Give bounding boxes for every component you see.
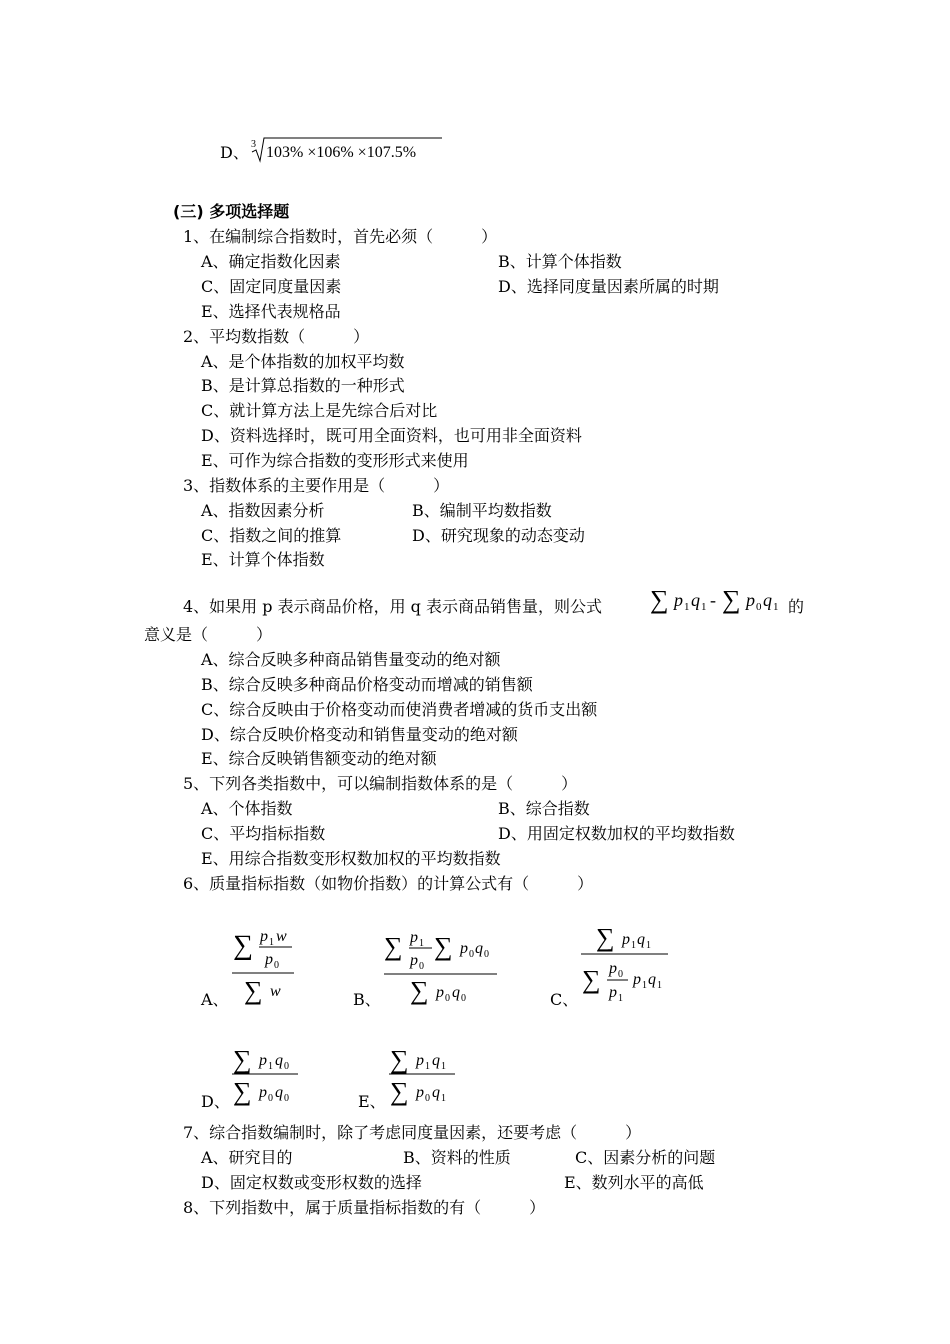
radical-sign [250, 136, 450, 164]
q3-option-d: D、研究现象的动态变动 [412, 526, 585, 545]
svg-text:∑: ∑ [390, 1045, 409, 1074]
svg-text:∑: ∑ [233, 930, 253, 961]
q3-stem: 3、指数体系的主要作用是（ ） [183, 476, 450, 495]
svg-text:1: 1 [618, 993, 623, 1004]
svg-text:∑: ∑ [410, 976, 429, 1005]
svg-text:q: q [648, 971, 656, 988]
svg-text:1: 1 [631, 940, 636, 951]
svg-text:1: 1 [657, 980, 662, 991]
svg-text:∑: ∑ [390, 1077, 409, 1106]
q6-stem: 6、质量指标指数（如物价指数）的计算公式有（ ） [183, 874, 594, 893]
q5-option-d: D、用固定权数加权的平均数指数 [498, 824, 735, 843]
q4-option-e: E、综合反映销售额变动的绝对额 [201, 749, 437, 768]
svg-text:∑: ∑ [434, 932, 453, 961]
svg-text:0: 0 [756, 601, 762, 613]
q5-option-c: C、平均指标指数 [201, 824, 326, 843]
q2-option-d: D、资料选择时，既可用全面资料，也可用非全面资料 [201, 426, 582, 445]
section-title: (三) 多项选择题 [173, 202, 290, 221]
svg-text:p: p [416, 1052, 424, 1069]
svg-text:∑: ∑ [233, 1077, 252, 1106]
svg-text:0: 0 [425, 1093, 430, 1104]
svg-text:p: p [436, 984, 444, 1001]
q8-stem: 8、下列指数中，属于质量指标指数的有（ ） [183, 1198, 546, 1217]
svg-text:p: p [609, 984, 617, 1001]
svg-text:∑: ∑ [650, 585, 669, 614]
svg-text:p: p [674, 590, 683, 610]
svg-text:∑: ∑ [244, 976, 263, 1005]
q1-option-c: C、固定同度量因素 [201, 277, 342, 296]
svg-text:p: p [259, 1052, 267, 1069]
svg-text:0: 0 [274, 960, 279, 971]
svg-text:0: 0 [461, 993, 466, 1004]
svg-text:w: w [276, 928, 287, 945]
q4-formula [650, 580, 785, 616]
q5-option-a: A、个体指数 [201, 799, 293, 818]
svg-text:p: p [410, 952, 418, 969]
svg-text:1: 1 [773, 601, 779, 613]
q7-option-d: D、固定权数或变形权数的选择 [201, 1173, 422, 1192]
svg-text:p: p [416, 1084, 424, 1101]
svg-text:0: 0 [445, 993, 450, 1004]
svg-text:1: 1 [419, 938, 424, 949]
svg-text:q: q [691, 590, 700, 610]
q2-option-e: E、可作为综合指数的变形形式来使用 [201, 451, 469, 470]
q6-formula-c [578, 920, 673, 1010]
formula-diff [650, 580, 785, 616]
q5-option-b: B、综合指数 [498, 799, 590, 818]
q7-option-a: A、研究目的 [201, 1148, 293, 1167]
q2-option-b: B、是计算总指数的一种形式 [201, 376, 405, 395]
q2-stem: 2、平均数指数（ ） [183, 327, 370, 346]
q6-formula-d [230, 1040, 305, 1106]
prev-option-d-label: D、 [220, 143, 249, 162]
svg-text:0: 0 [268, 1093, 273, 1104]
radicand: 103% ×106% ×107.5% [266, 144, 417, 161]
svg-text:1: 1 [646, 940, 651, 951]
svg-text:-: - [710, 590, 716, 610]
q4-option-c: C、综合反映由于价格变动而使消费者增减的货币支出额 [201, 700, 598, 719]
svg-text:1: 1 [441, 1061, 446, 1072]
q6-formula-a [230, 922, 300, 1008]
root-index: 3 [251, 139, 256, 150]
svg-text:p: p [260, 928, 268, 945]
svg-text:0: 0 [419, 961, 424, 972]
svg-text:∑: ∑ [384, 932, 403, 961]
svg-text:0: 0 [284, 1093, 289, 1104]
q3-option-e: E、计算个体指数 [201, 550, 325, 569]
q6-label-d: D、 [201, 1092, 230, 1111]
svg-text:q: q [432, 1052, 440, 1069]
q6-formula-e [387, 1040, 462, 1106]
svg-text:q: q [475, 940, 483, 957]
svg-text:q: q [275, 1052, 283, 1069]
q1-option-e: E、选择代表规格品 [201, 302, 341, 321]
svg-text:1: 1 [425, 1061, 430, 1072]
q3-option-b: B、编制平均数指数 [412, 501, 552, 520]
q1-stem: 1、在编制综合指数时，首先必须（ ） [183, 227, 498, 246]
svg-text:∑: ∑ [233, 1045, 252, 1074]
svg-text:w: w [270, 983, 281, 1000]
svg-text:1: 1 [441, 1093, 446, 1104]
svg-text:q: q [275, 1084, 283, 1101]
q4-stem-part2: 的 [788, 597, 805, 616]
q4-option-a: A、综合反映多种商品销售量变动的绝对额 [201, 650, 501, 669]
q4-option-b: B、综合反映多种商品价格变动而增减的销售额 [201, 675, 533, 694]
svg-text:p: p [622, 931, 630, 948]
svg-text:1: 1 [701, 601, 707, 613]
svg-text:p: p [410, 929, 418, 946]
svg-text:∑: ∑ [596, 923, 615, 952]
svg-text:p: p [746, 590, 755, 610]
q3-option-c: C、指数之间的推算 [201, 526, 342, 545]
svg-text:1: 1 [642, 980, 647, 991]
q6-label-c: C、 [550, 990, 579, 1009]
svg-text:p: p [460, 940, 468, 957]
q6-formula-b [382, 925, 502, 1007]
svg-text:0: 0 [484, 949, 489, 960]
svg-text:∑: ∑ [722, 585, 741, 614]
svg-text:0: 0 [618, 969, 623, 980]
svg-text:p: p [259, 1084, 267, 1101]
q7-stem: 7、综合指数编制时，除了考虑同度量因素，还要考虑（ ） [183, 1123, 642, 1142]
svg-text:1: 1 [268, 1061, 273, 1072]
svg-text:1: 1 [684, 601, 690, 613]
svg-text:p: p [265, 951, 273, 968]
svg-text:0: 0 [469, 949, 474, 960]
q1-option-b: B、计算个体指数 [498, 252, 622, 271]
svg-text:q: q [763, 590, 772, 610]
q5-stem: 5、下列各类指数中，可以编制指数体系的是（ ） [183, 774, 578, 793]
q6-label-a: A、 [201, 990, 229, 1009]
q7-option-c: C、因素分析的问题 [575, 1148, 716, 1167]
svg-text:p: p [633, 971, 641, 988]
svg-text:q: q [432, 1084, 440, 1101]
q4-stem-part1: 4、如果用 p 表示商品价格，用 q 表示商品销售量，则公式 [183, 597, 603, 616]
q5-option-e: E、用综合指数变形权数加权的平均数指数 [201, 849, 501, 868]
cube-root-expression [250, 136, 450, 164]
svg-text:0: 0 [284, 1061, 289, 1072]
svg-text:∑: ∑ [582, 965, 601, 994]
q2-option-c: C、就计算方法上是先综合后对比 [201, 401, 438, 420]
q6-label-b: B、 [353, 990, 381, 1009]
q6-label-e: E、 [358, 1092, 386, 1111]
q7-option-e: E、数列水平的高低 [564, 1173, 704, 1192]
q7-option-b: B、资料的性质 [403, 1148, 511, 1167]
q1-option-a: A、确定指数化因素 [201, 252, 341, 271]
q4-option-d: D、综合反映价格变动和销售量变动的绝对额 [201, 725, 518, 744]
q4-stem-line2: 意义是（ ） [144, 625, 273, 644]
svg-text:q: q [637, 931, 645, 948]
svg-text:1: 1 [269, 937, 274, 948]
q2-option-a: A、是个体指数的加权平均数 [201, 352, 405, 371]
q3-option-a: A、指数因素分析 [201, 501, 325, 520]
svg-text:q: q [452, 984, 460, 1001]
q1-option-d: D、选择同度量因素所属的时期 [498, 277, 719, 296]
svg-text:p: p [609, 960, 617, 977]
